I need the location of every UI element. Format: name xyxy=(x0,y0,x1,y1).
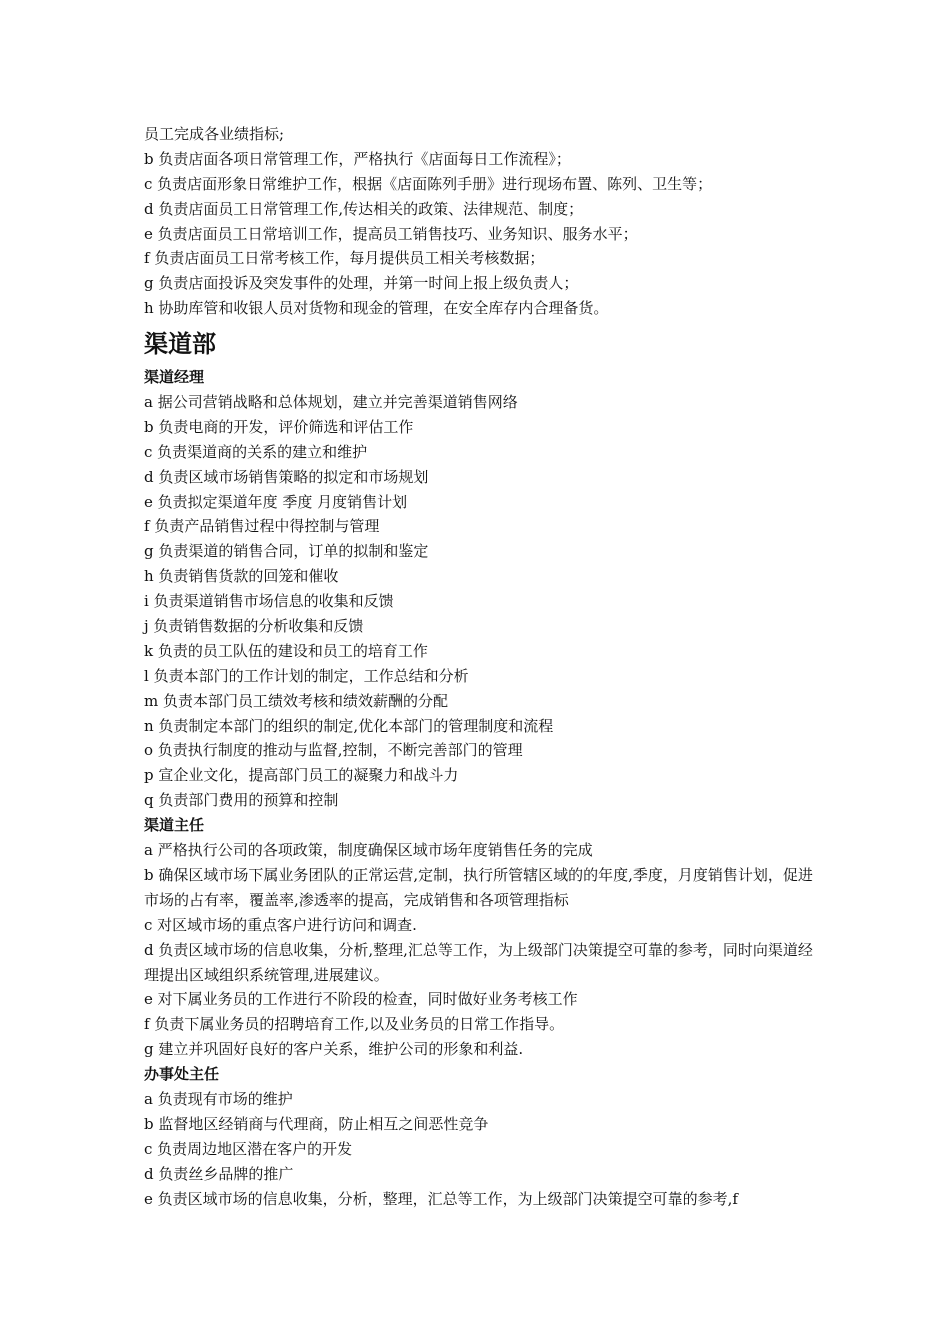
list-item: d 负责店面员工日常管理工作,传达相关的政策、法律规范、制度； xyxy=(144,199,584,218)
list-item: m 负责本部门员工绩效考核和绩效薪酬的分配 xyxy=(144,691,448,710)
list-item: f 负责产品销售过程中得控制与管理 xyxy=(144,517,380,536)
list-item: g 负责渠道的销售合同，订单的拟制和鉴定 xyxy=(144,542,429,561)
list-item: g 建立并巩固好良好的客户关系，维护公司的形象和利益. xyxy=(144,1040,524,1059)
list-item: h 负责销售货款的回笼和催收 xyxy=(144,567,339,586)
list-item: l 负责本部门的工作计划的制定，工作总结和分析 xyxy=(144,666,469,685)
list-item: k 负责的员工队伍的建设和员工的培育工作 xyxy=(144,641,428,660)
list-item: d 负责区域市场销售策略的拟定和市场规划 xyxy=(144,467,429,486)
list-item: e 对下属业务员的工作进行不阶段的检查，同时做好业务考核工作 xyxy=(144,990,578,1009)
office-director-section xyxy=(144,1062,814,1211)
list-item: b 负责店面各项日常管理工作，严格执行《店面每日工作流程》； xyxy=(144,149,571,168)
subsection-title: 渠道主任 xyxy=(144,816,205,835)
list-item: d 负责丝乡品牌的推广 xyxy=(144,1164,294,1183)
subsection-title: 办事处主任 xyxy=(144,1065,220,1084)
list-item: a 负责现有市场的维护 xyxy=(144,1090,293,1109)
list-item: q 负责部门费用的预算和控制 xyxy=(144,791,339,810)
list-item: c 负责店面形象日常维护工作，根据《店面陈列手册》进行现场布置、陈列、卫生等； xyxy=(144,174,713,193)
subsection-title: 渠道经理 xyxy=(144,368,205,387)
list-item: a 据公司营销战略和总体规划，建立并完善渠道销售网络 xyxy=(144,393,518,412)
list-item: g 负责店面投诉及突发事件的处理，并第一时间上报上级负责人； xyxy=(144,274,579,293)
list-item: f 负责店面员工日常考核工作，每月提供员工相关考核数据； xyxy=(144,249,545,268)
document-page xyxy=(144,122,814,1211)
list-item: a 严格执行公司的各项政策，制度确保区域市场年度销售任务的完成 xyxy=(144,841,593,860)
list-item: 员工完成各业绩指标; xyxy=(144,125,285,143)
list-item: p 宣企业文化，提高部门员工的凝聚力和战斗力 xyxy=(144,766,459,785)
intro-list xyxy=(144,122,814,321)
list-item: n 负责制定本部门的组织的制定,优化本部门的管理制度和流程 xyxy=(144,716,554,735)
list-item: j 负责销售数据的分析收集和反馈 xyxy=(144,617,364,636)
list-item: e 负责区域市场的信息收集，分析，整理，汇总等工作，为上级部门决策提空可靠的参考,f xyxy=(144,1189,738,1208)
section-title: 渠道部 xyxy=(144,330,216,359)
list-item: c 对区域市场的重点客户进行访问和调查. xyxy=(144,915,417,934)
list-item: i 负责渠道销售市场信息的收集和反馈 xyxy=(144,592,394,611)
list-item: b 监督地区经销商与代理商，防止相互之间恶性竞争 xyxy=(144,1114,489,1133)
list-item: f 负责下属业务员的招聘培育工作,以及业务员的日常工作指导。 xyxy=(144,1015,565,1034)
list-item: c 负责周边地区潜在客户的开发 xyxy=(144,1139,353,1158)
channel-director-section xyxy=(144,813,814,1062)
channel-manager-section xyxy=(144,365,814,813)
list-item: e 负责店面员工日常培训工作，提高员工销售技巧、业务知识、服务水平； xyxy=(144,224,638,243)
list-item: e 负责拟定渠道年度 季度 月度销售计划 xyxy=(144,492,408,511)
list-item: c 负责渠道商的关系的建立和维护 xyxy=(144,442,368,461)
list-item: h 协助库管和收银人员对货物和现金的管理，在安全库存内合理备货。 xyxy=(144,299,609,318)
list-item: b 负责电商的开发，评价筛选和评估工作 xyxy=(144,417,414,436)
list-item: b 确保区域市场下属业务团队的正常运营,定制，执行所管辖区域的的年度,季度，月度销售计划，促进市场的占有率，覆盖率,渗透率的提高，完成销售和各项管理指标 xyxy=(144,865,813,909)
list-item: d 负责区域市场的信息收集，分析,整理,汇总等工作，为上级部门决策提空可靠的参考，同时向渠道经理提出区域组织系统管理,进展建议。 xyxy=(144,940,813,984)
list-item: o 负责执行制度的推动与监督,控制，不断完善部门的管理 xyxy=(144,741,523,760)
